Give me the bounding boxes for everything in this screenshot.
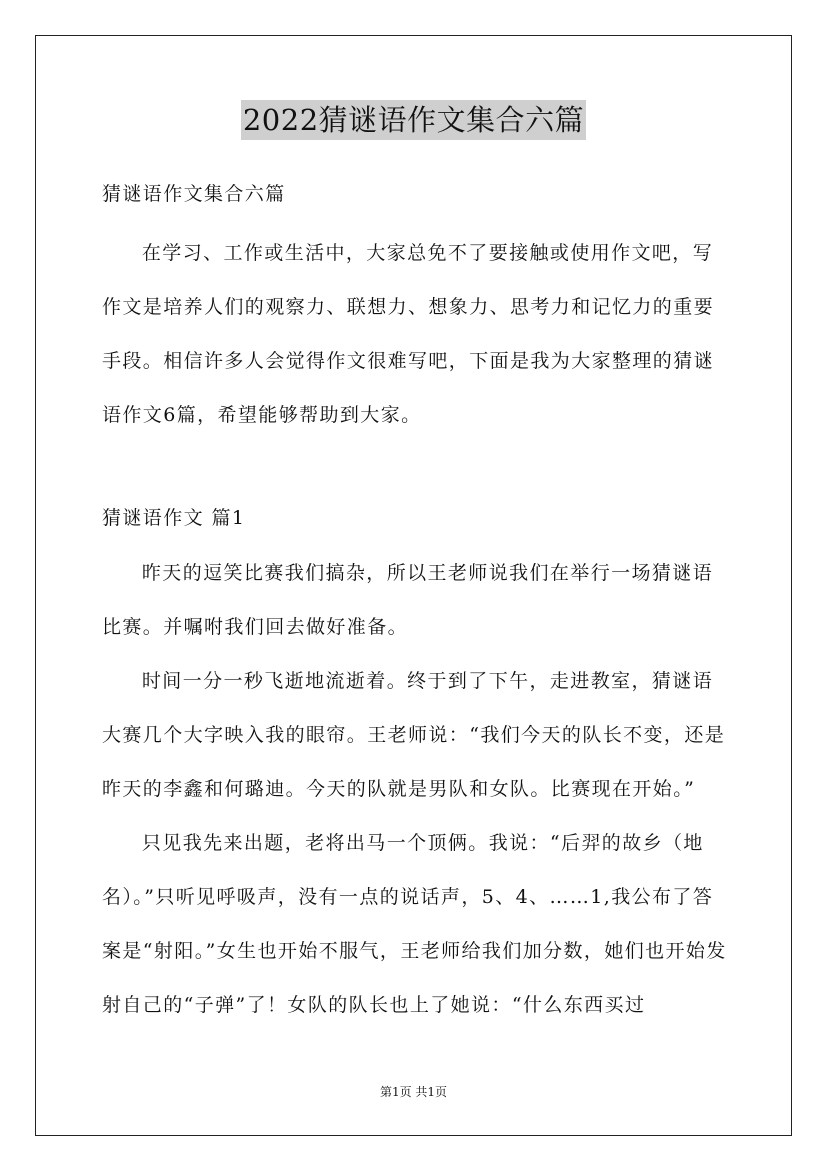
essay-paragraph: 只见我先来出题，老将出马一个顶俩。我说：“后羿的故乡（地名）。”只听见呼吸声，没有一点的说话声，5、4、……1,我公布了答案是“射阳。”女生也开始不服气，王老师给我们加分数，她们也开始发射自己的“子弹”了！女队的队长也上了她说：“什么东西买过 — [102, 832, 727, 1016]
essay-paragraph: 昨天的逗笑比赛我们搞杂，所以王老师说我们在举行一场猜谜语比赛。并嘱咐我们回去做好准备。 — [102, 562, 714, 638]
document-title: 2022猜谜语作文集合六篇 — [241, 100, 586, 140]
essay-body — [102, 546, 728, 1032]
page-footer: 第1页 共1页 — [379, 1085, 448, 1099]
essay-paragraph: 时间一分一秒飞逝地流逝着。终于到了下午，走进教室，猜谜语大赛几个大字映入我的眼帘。王老师说：“我们今天的队长不变，还是昨天的李鑫和何璐迪。今天的队就是男队和女队。比赛现在开始。” — [102, 670, 726, 800]
intro-paragraph: 在学习、工作或生活中，大家总免不了要接触或使用作文吧，写作文是培养人们的观察力、联想力、想象力、思考力和记忆力的重要手段。相信许多人会觉得作文很难写吧，下面是我为大家整理的猜谜语作文6篇，希望能够帮助到大家。 — [102, 242, 715, 426]
title-container — [0, 100, 827, 140]
document-subtitle: 猜谜语作文集合六篇 — [102, 183, 286, 205]
section-heading: 猜谜语作文 篇1 — [102, 507, 246, 529]
